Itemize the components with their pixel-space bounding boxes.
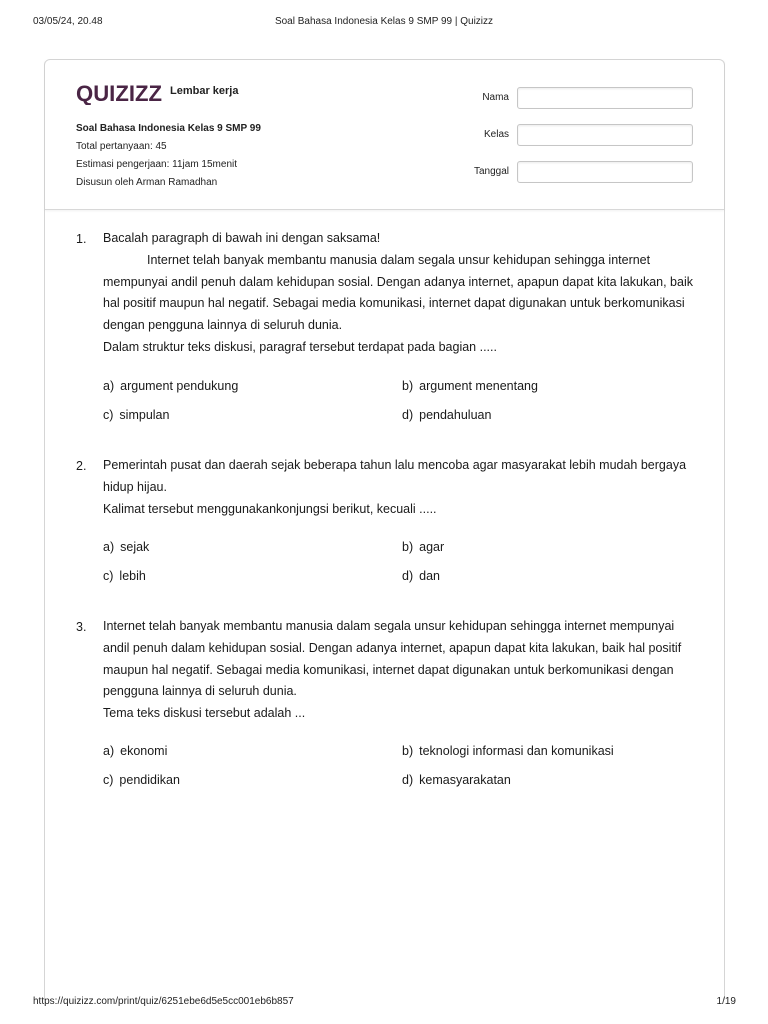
name-input[interactable] (517, 87, 693, 109)
question-passage: Pemerintah pusat dan daerah sejak beberapa tahun lalu mencoba agar masyarakat lebih mudah bergaya hidup hijau. (103, 458, 687, 494)
question-body (103, 455, 693, 520)
option-text: sejak (120, 540, 150, 554)
option-d[interactable] (402, 408, 491, 426)
question-passage: Internet telah banyak membantu manusia dalam segala unsur kehidupan sehingga internet mempunyai andil penuh dalam kehidupan sosial. Dengan adanya internet, apapun dapat kita lakukan, baik hal positif maupun hal negatif. Sebagai media komunikasi, internet dapat digunakan untuk berkomunikasi dengan pengguna lainnya di seluruh dunia. (103, 619, 682, 699)
worksheet-header (45, 60, 724, 210)
date-input[interactable] (517, 161, 693, 183)
option-d[interactable] (402, 773, 511, 791)
quiz-title: Soal Bahasa Indonesia Kelas 9 SMP 99 (76, 123, 261, 134)
page-indicator: 1/19 (716, 996, 736, 1007)
option-letter: d) (402, 408, 414, 422)
option-text: lebih (119, 569, 146, 583)
option-text: dan (419, 569, 440, 583)
class-field-row (445, 124, 695, 146)
class-label: Kelas (483, 129, 509, 140)
option-text: ekonomi (120, 744, 168, 758)
print-header (0, 16, 768, 30)
option-c[interactable] (103, 408, 169, 426)
option-letter: c) (103, 773, 114, 787)
option-text: argument menentang (419, 379, 538, 393)
option-text: kemasyarakatan (419, 773, 511, 787)
class-input[interactable] (517, 124, 693, 146)
worksheet-label: Lembar kerja (170, 85, 239, 97)
question-prompt: Dalam struktur teks diskusi, paragraf tersebut terdapat pada bagian ..... (103, 339, 497, 354)
name-label: Nama (482, 92, 509, 103)
question-passage: Internet telah banyak membantu manusia dalam segala unsur kehidupan sehingga internet mempunyai andil penuh dalam kehidupan sosial. Dengan adanya internet, apapun dapat kita lakukan, baik hal positif maupun hal negatif. Sebagai media komunikasi, internet dapat digunakan untuk berkomunikasi dengan pengguna lainnya di seluruh dunia. (103, 252, 693, 333)
option-a[interactable] (103, 744, 167, 762)
print-url: https://quizizz.com/print/quiz/6251ebe6d5e5cc001eb6b857 (33, 996, 294, 1007)
option-b[interactable] (402, 744, 614, 762)
option-text: simpulan (119, 408, 170, 422)
print-page-title: Soal Bahasa Indonesia Kelas 9 SMP 99 | Quizizz (274, 16, 494, 27)
name-field-row (445, 87, 695, 109)
option-a[interactable] (103, 540, 149, 558)
quizizz-logo-text: QUIZIZZ (76, 81, 162, 105)
question-prompt: Kalimat tersebut menggunakankonjungsi berikut, kecuali ..... (103, 501, 437, 516)
option-b[interactable] (402, 540, 444, 558)
option-c[interactable] (103, 569, 146, 587)
option-letter: a) (103, 379, 115, 393)
question-number: 3. (76, 620, 87, 634)
option-text: agar (419, 540, 445, 554)
option-letter: d) (402, 569, 414, 583)
date-label: Tanggal (473, 166, 509, 177)
quizizz-logo (76, 81, 164, 105)
option-text: pendahuluan (419, 408, 492, 422)
option-b[interactable] (402, 379, 538, 397)
option-letter: d) (402, 773, 414, 787)
option-letter: a) (103, 540, 115, 554)
question-body (103, 616, 693, 725)
option-text: argument pendukung (120, 379, 239, 393)
question-number: 2. (76, 459, 87, 473)
option-a[interactable] (103, 379, 238, 397)
author: Disusun oleh Arman Ramadhan (76, 177, 218, 188)
option-c[interactable] (103, 773, 180, 791)
total-questions: Total pertanyaan: 45 (76, 141, 167, 152)
worksheet (44, 59, 725, 1000)
question-intro: Bacalah paragraph di bawah ini dengan saksama! (103, 231, 381, 245)
option-d[interactable] (402, 569, 440, 587)
option-letter: c) (103, 408, 114, 422)
print-datetime: 03/05/24, 20.48 (33, 16, 103, 27)
option-letter: b) (402, 744, 414, 758)
date-field-row (445, 161, 695, 183)
option-text: pendidikan (119, 773, 180, 787)
option-letter: b) (402, 379, 414, 393)
question-body (103, 228, 693, 359)
time-estimate: Estimasi pengerjaan: 11jam 15menit (76, 159, 238, 170)
option-text: teknologi informasi dan komunikasi (419, 744, 614, 758)
print-footer (0, 996, 768, 1010)
brand-row (76, 80, 238, 106)
question-number: 1. (76, 232, 87, 246)
option-letter: a) (103, 744, 115, 758)
option-letter: b) (402, 540, 414, 554)
option-letter: c) (103, 569, 114, 583)
quiz-meta (76, 120, 261, 192)
question-prompt: Tema teks diskusi tersebut adalah ... (103, 706, 306, 721)
